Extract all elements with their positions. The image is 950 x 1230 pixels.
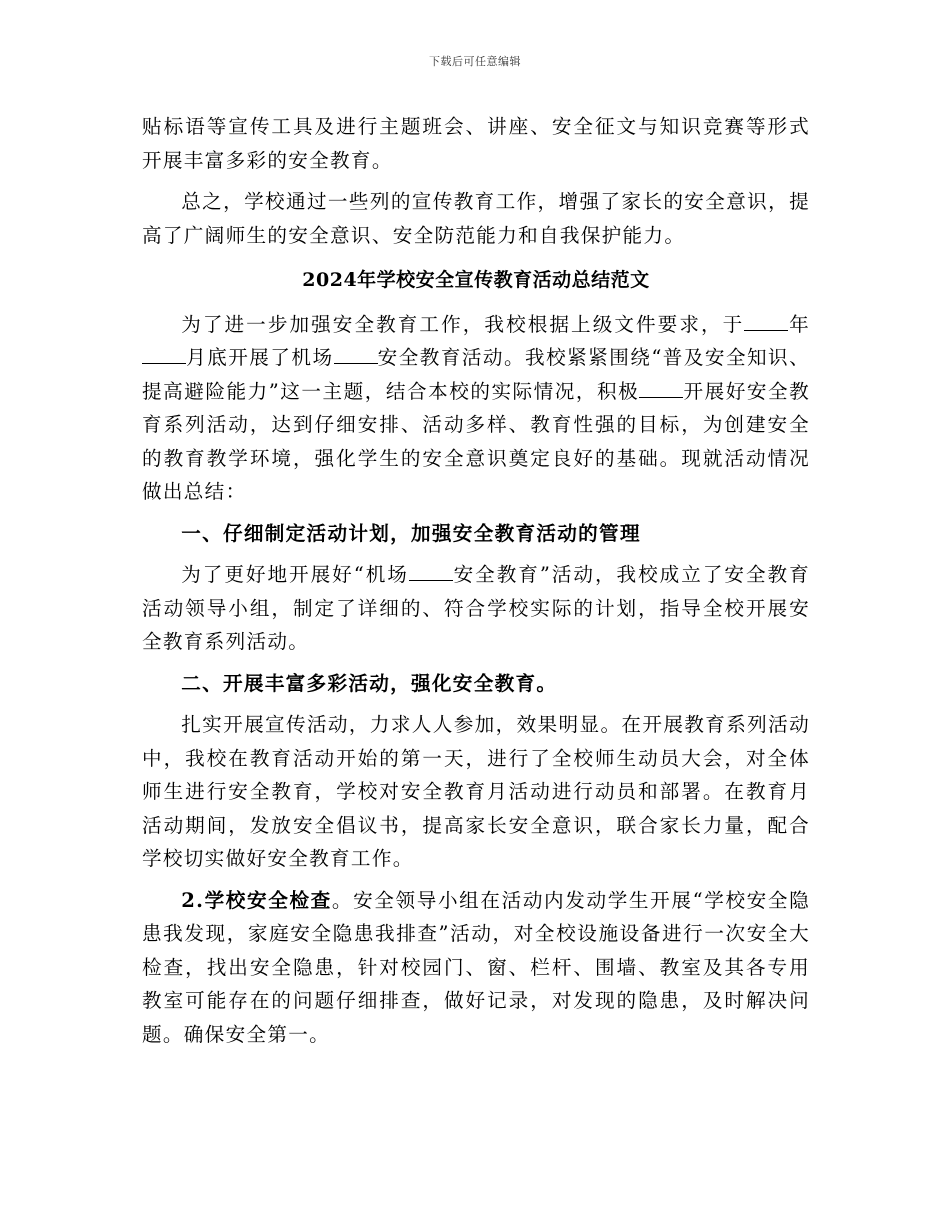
plan-text-b: 安全教育”活动，我校成立了安全教育活动领导小组，制定了详细的、符合学校实际的计划，指导全校开展安全教育系列活动。	[142, 563, 810, 653]
header-note: 下载后可任意编辑	[429, 55, 521, 68]
blank-line	[409, 560, 453, 581]
section-heading-1: 一、仔细制定活动计划，加强安全教育活动的管理	[181, 521, 641, 545]
intro-text-a: 为了进一步加强安全教育工作，我校根据上级文件要求，于	[181, 312, 745, 336]
intro-text-b: 年	[788, 312, 810, 336]
paragraph-intro	[142, 308, 810, 509]
plan-text-a: 为了更好地开展好“机场	[181, 563, 409, 586]
section-heading-2: 二、开展丰富多彩活动，强化安全教育。	[181, 671, 558, 695]
blank-line	[334, 343, 378, 364]
paragraph-summary: 总之，学校通过一些列的宣传教育工作，增强了家长的安全意识，提高了广阔师生的安全意识、安全防范能力和自我保护能力。	[142, 190, 810, 247]
blank-line	[639, 377, 683, 398]
document-title: 2024年学校安全宣传教育活动总结范文	[302, 269, 650, 291]
inspection-lead: 2.学校安全检查	[181, 888, 332, 912]
document-body	[142, 110, 810, 1051]
paragraph-activities: 扎实开展宣传活动，力求人人参加，效果明显。在开展教育系列活动中，我校在教育活动开始的第一天，进行了全校师生动员大会，对全体师生进行安全教育，学校对安全教育月活动进行动员和部署。在教育月活动期间，发放安全倡议书，提高家长安全意识，联合家长力量，配合学校切实做好安全教育工作。	[142, 713, 810, 870]
paragraph-plan	[142, 558, 810, 659]
paragraph-continuation: 贴标语等宣传工具及进行主题班会、讲座、安全征文与知识竞赛等形式开展丰富多彩的安全教育。	[142, 115, 810, 172]
intro-text-d: 安全教育活动。我校紧紧围绕“普及安全知识、提高避险能力”这一主题，结合本校的实际情况，积极	[142, 346, 810, 403]
blank-line	[744, 310, 788, 331]
inspection-text: 。安全领导小组在活动内发动学生开展“学校安全隐患我发现，家庭安全隐患我排查”活动，对全校设施设备进行一次安全大检查，找出安全隐患，针对校园门、窗、栏杆、围墙、教室及其各专用教室可能存在的问题仔细排查，做好记录，对发现的隐患，及时解决问题。确保安全第一。	[142, 888, 810, 1046]
intro-text-e: 开展好安全教育系列活动，达到仔细安排、活动多样、教育性强的目标，为创建安全的教育教学环境，强化学生的安全意识奠定良好的基础。现就活动情况做出总结：	[142, 379, 810, 503]
paragraph-inspection	[142, 884, 810, 1052]
blank-line	[142, 343, 186, 364]
intro-text-c: 月底开展了机场	[186, 346, 334, 369]
